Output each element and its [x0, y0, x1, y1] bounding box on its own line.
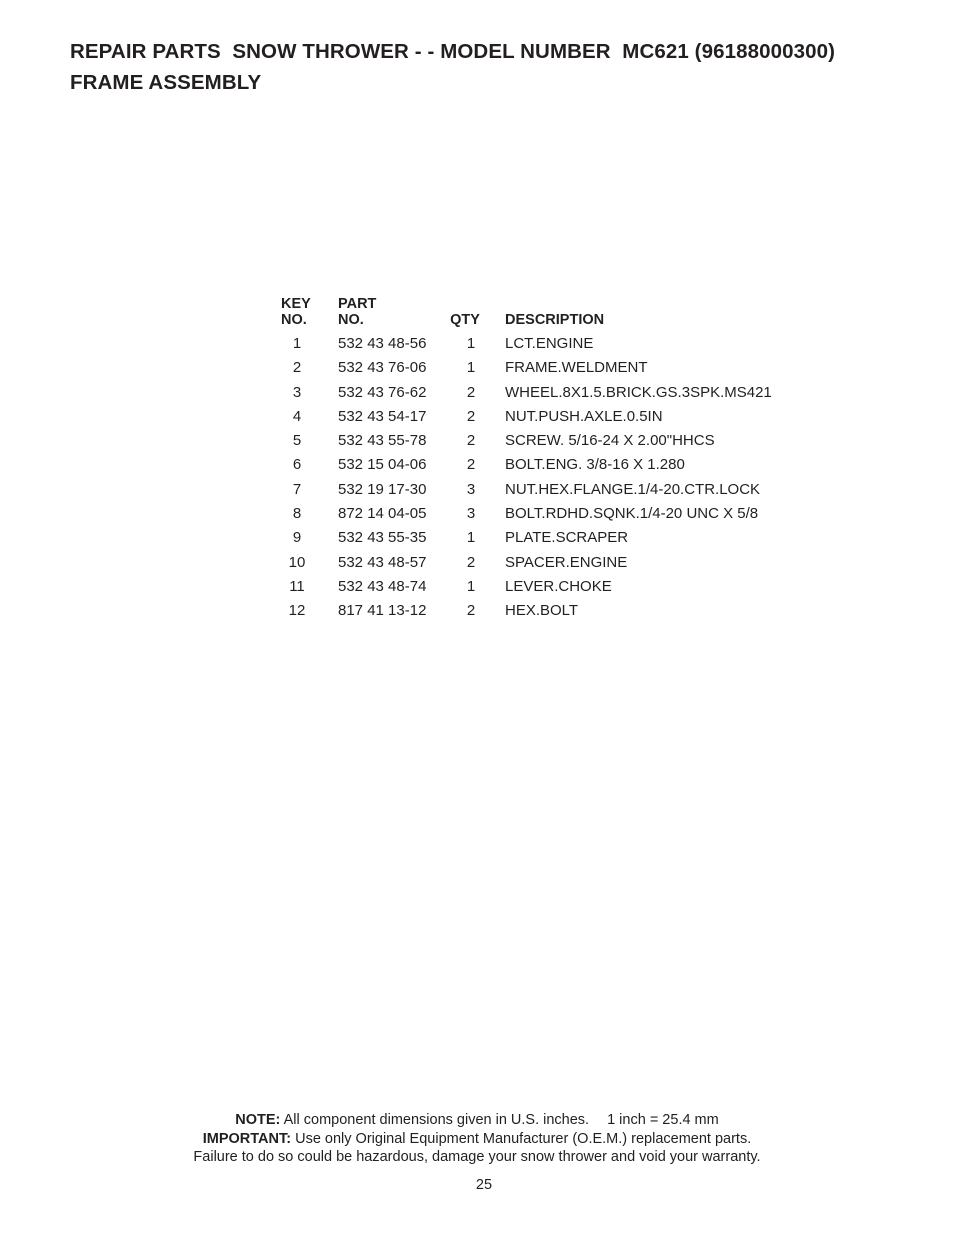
- key-cell: 12: [288, 602, 306, 620]
- part-number-cell: 532 43 55-35: [338, 529, 427, 547]
- note-conversion: 1 inch = 25.4 mm: [607, 1112, 719, 1128]
- important-text: Use only Original Equipment Manufacturer (O.E.M.) replacement parts.: [295, 1130, 752, 1147]
- header-subtitle: FRAME ASSEMBLY: [70, 71, 262, 94]
- description-cell: SCREW. 5/16-24 X 2.00"HHCS: [505, 432, 715, 450]
- column-header-qty: QTY: [450, 312, 480, 328]
- part-number-cell: 532 43 48-57: [338, 553, 427, 571]
- qty-cell: 3: [466, 505, 476, 523]
- table-row: [280, 502, 820, 526]
- note-text: All component dimensions given in U.S. inches.: [283, 1112, 590, 1128]
- key-cell: 10: [288, 553, 306, 571]
- qty-cell: 3: [466, 480, 476, 498]
- table-row: [280, 551, 820, 575]
- qty-cell: 2: [466, 553, 476, 571]
- key-cell: 3: [292, 383, 302, 401]
- key-cell: 2: [292, 359, 302, 377]
- column-header-description: DESCRIPTION: [505, 312, 605, 328]
- description-cell: HEX.BOLT: [505, 602, 579, 620]
- footer-notes: [0, 1111, 954, 1167]
- column-header-key-line2: NO.: [281, 312, 307, 328]
- description-cell: BOLT.ENG. 3/8-16 X 1.280: [505, 456, 685, 474]
- note-line: [0, 1111, 954, 1130]
- qty-cell: 1: [466, 577, 476, 595]
- qty-cell: 1: [466, 359, 476, 377]
- parts-table-body: [280, 332, 820, 624]
- parts-table-header: [280, 294, 820, 332]
- part-number-cell: 532 43 54-17: [338, 407, 427, 425]
- qty-cell: 2: [466, 602, 476, 620]
- key-cell: 1: [292, 335, 302, 352]
- key-cell: 11: [289, 577, 305, 595]
- qty-cell: 2: [466, 407, 476, 425]
- key-cell: 5: [292, 432, 302, 450]
- header-title: REPAIR PARTS SNOW THROWER - - MODEL NUMBER MC621 (96188000300): [70, 40, 836, 63]
- part-number-cell: 532 19 17-30: [338, 480, 427, 498]
- description-cell: BOLT.RDHD.SQNK.1/4-20 UNC X 5/8: [505, 505, 759, 523]
- description-cell: NUT.HEX.FLANGE.1/4-20.CTR.LOCK: [505, 480, 761, 498]
- description-cell: SPACER.ENGINE: [505, 553, 628, 571]
- important-line: [0, 1130, 954, 1149]
- part-number-cell: 817 41 13-12: [338, 602, 427, 620]
- qty-cell: 1: [466, 529, 476, 547]
- table-row: [280, 526, 820, 550]
- description-cell: NUT.PUSH.AXLE.0.5IN: [505, 407, 663, 425]
- qty-cell: 2: [466, 432, 476, 450]
- key-cell: 9: [292, 529, 302, 547]
- table-row: [280, 599, 820, 623]
- description-cell: PLATE.SCRAPER: [505, 529, 629, 547]
- page-number: 25: [475, 1177, 493, 1193]
- parts-table: [280, 294, 820, 624]
- part-number-cell: 532 43 48-56: [338, 335, 427, 352]
- important-label: IMPORTANT:: [202, 1130, 292, 1147]
- column-header-part-line2: NO.: [338, 312, 364, 328]
- part-number-cell: 532 15 04-06: [338, 456, 427, 474]
- key-cell: 4: [292, 407, 302, 425]
- warning-line: Failure to do so could be hazardous, damage your snow thrower and void your warranty.: [193, 1149, 761, 1165]
- key-cell: 6: [292, 456, 302, 474]
- table-row: [280, 356, 820, 380]
- part-number-cell: 532 43 76-62: [338, 383, 427, 401]
- table-row: [280, 332, 820, 356]
- key-cell: 8: [292, 505, 302, 523]
- column-header-part: [338, 296, 376, 328]
- table-row: [280, 381, 820, 405]
- part-number-cell: 532 43 76-06: [338, 359, 427, 377]
- table-row: [280, 429, 820, 453]
- part-number-cell: 532 43 55-78: [338, 432, 427, 450]
- page-header: [70, 36, 930, 98]
- key-cell: 7: [292, 480, 302, 498]
- table-row: [280, 575, 820, 599]
- description-cell: LEVER.CHOKE: [505, 577, 612, 595]
- column-header-key-line1: KEY: [281, 296, 311, 312]
- description-cell: LCT.ENGINE: [505, 335, 594, 352]
- part-number-cell: 532 43 48-74: [338, 577, 427, 595]
- part-number-cell: 872 14 04-05: [338, 505, 427, 523]
- column-header-part-line1: PART: [338, 296, 377, 312]
- column-header-key: [281, 296, 315, 328]
- note-label: NOTE:: [235, 1112, 281, 1128]
- description-cell: FRAME.WELDMENT: [505, 359, 648, 377]
- table-row: [280, 453, 820, 477]
- qty-cell: 2: [466, 456, 476, 474]
- description-cell: WHEEL.8X1.5.BRICK.GS.3SPK.MS421: [505, 383, 772, 401]
- qty-cell: 2: [466, 383, 476, 401]
- table-row: [280, 405, 820, 429]
- qty-cell: 1: [466, 335, 476, 352]
- table-row: [280, 478, 820, 502]
